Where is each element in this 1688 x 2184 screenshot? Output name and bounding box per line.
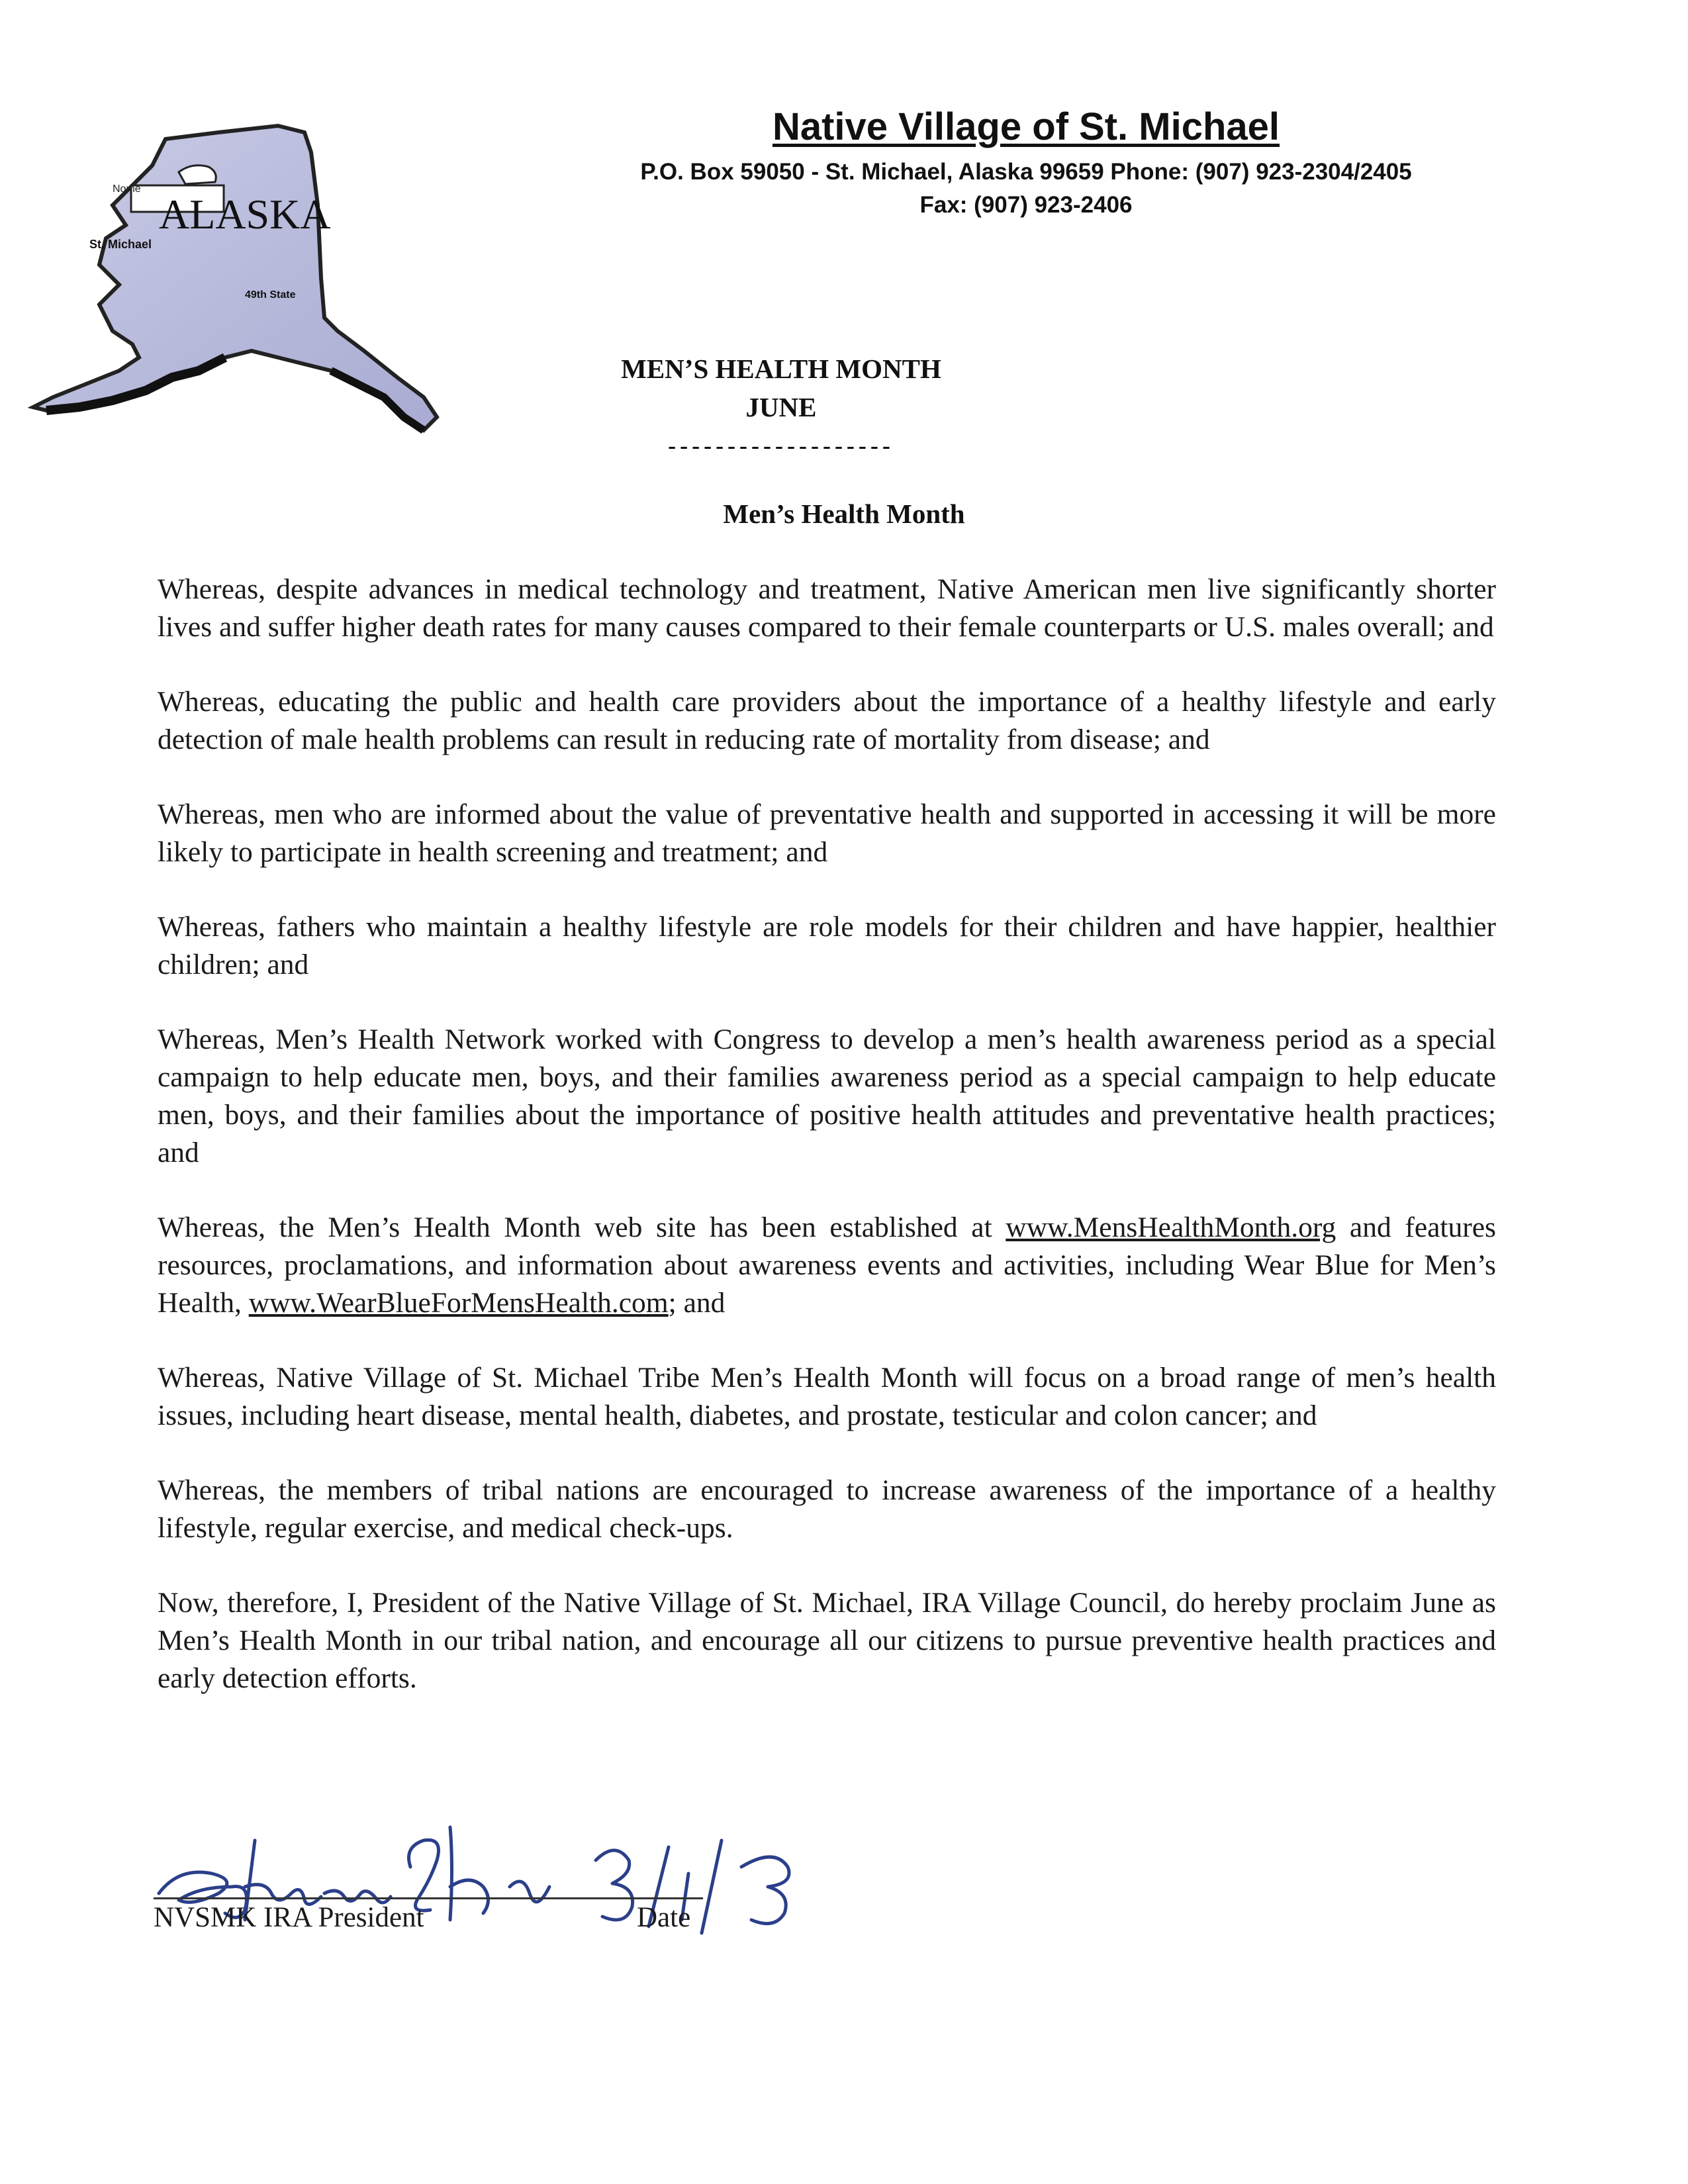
address-line: P.O. Box 59050 - St. Michael, Alaska 99659 Phone: (907) 923-2304/2405 [640,159,1412,185]
paragraph-9: Now, therefore, I, President of the Native Village of St. Michael, IRA Village Council, do hereby proclaim June as Men’s Health Month in our tribal nation, and encourage all our citizens to pursue preventive health practices and early detection efforts. [158,1587,1496,1694]
logo-label-st-michael: St. Michael [89,238,152,251]
handwritten-date: 3/1/18 [596,1915,618,1922]
logo-map-title: ALASKA [159,191,331,238]
link-mens-health-month[interactable]: www.MensHealthMonth.org [1006,1211,1336,1243]
organization-name: Native Village of St. Michael [772,105,1280,148]
website-text-middle: and features resources, proclamations, and information about awareness events and activities, including Wear Blue for Men’s Health, [158,1211,1496,1319]
letterhead [556,105,1496,222]
link-wear-blue[interactable]: www.WearBlueForMensHealth.com [248,1287,669,1319]
website-text-before: Whereas, the Men’s Health Month web site has been established at [158,1211,1006,1243]
paragraph-5: Whereas, Men’s Health Network worked with Congress to develop a men’s health awareness period as a special campaign to help educate men, boys, and their families awareness period as a special campaign to help educate men, boys, and their families about the importance of positive health attitudes and preventative health practices; and [158,1023,1496,1168]
logo-label-state: 49th State [245,289,296,301]
paragraph-1: Whereas, despite advances in medical technology and treatment, Native American men live significantly shorter lives and suffer higher death rates for many causes compared to their female counterparts or U.S. males overall; and [158,573,1496,643]
alaska-map-logo [26,106,450,450]
paragraph-website [158,1209,1496,1322]
paragraph-7: Whereas, Native Village of St. Michael Tribe Men’s Health Month will focus on a broad range of men’s health issues, including heart disease, mental health, diabetes, and prostate, testicular and colon cancer; and [158,1362,1496,1431]
website-text-after: ; and [668,1287,726,1319]
paragraph-4: Whereas, fathers who maintain a healthy lifestyle are role models for their children and have happier, healthier children; and [158,911,1496,980]
paragraph-3: Whereas, men who are informed about the value of preventative health and supported in accessing it will be more likely to participate in health screening and treatment; and [158,798,1496,868]
title-line-1: MEN’S HEALTH MONTH [621,354,941,384]
document-title [596,350,966,459]
title-divider: ------------------- [668,432,894,459]
subheading: Men’s Health Month [723,499,965,529]
fax-line: Fax: (907) 923-2406 [919,192,1133,218]
paragraph-8: Whereas, the members of tribal nations are encouraged to increase awareness of the importance of a healthy lifestyle, regular exercise, and medical check-ups. [158,1474,1496,1544]
title-line-2: JUNE [745,392,817,422]
logo-label-nome: Nome [113,183,141,195]
proclamation-body [158,571,1496,1734]
signer-role-label: NVSMK IRA President [154,1902,424,1933]
date-label: Date [637,1902,691,1933]
signature-line [154,1897,703,1899]
paragraph-2: Whereas, educating the public and health care providers about the importance of a healthy lifestyle and early detection of male health problems can result in reducing rate of mortality from disease; and [158,686,1496,755]
